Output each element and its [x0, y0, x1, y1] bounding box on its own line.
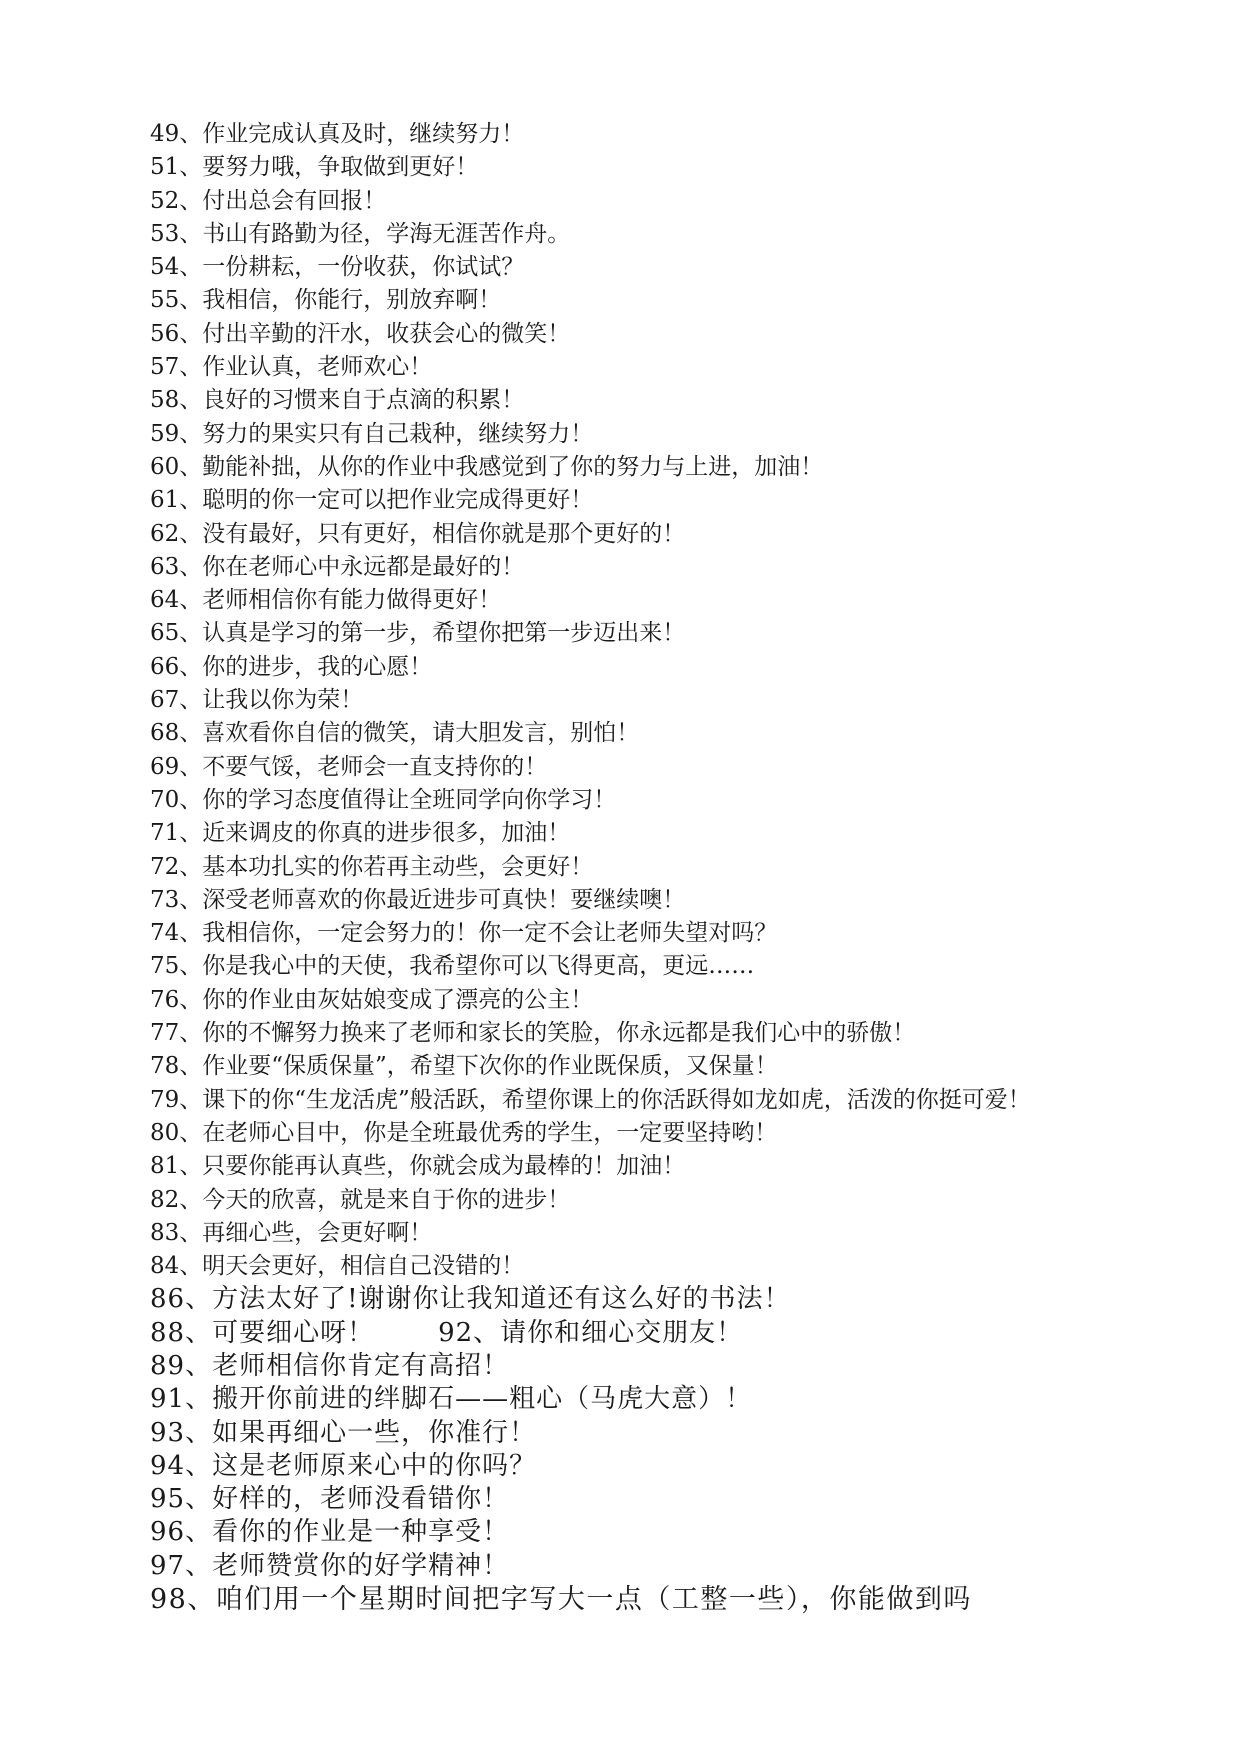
comment-line: 69、不要气馁，老师会一直支持你的！	[150, 753, 548, 780]
comment-88: 88、可要细心呀！	[150, 1317, 375, 1348]
comment-line: 68、喜欢看你自信的微笑，请大胆发言，别怕！	[150, 720, 640, 747]
comment-line: 61、聪明的你一定可以把作业完成得更好！	[150, 487, 594, 514]
comment-line: 95、好样的，老师没看错你！	[150, 1484, 510, 1515]
comment-line: 83、再细心些，会更好啊！	[150, 1219, 433, 1246]
comment-line: 66、你的进步，我的心愿！	[150, 653, 433, 680]
comment-line: 74、我相信你，一定会努力的！你一定不会让老师失望对吗？	[150, 920, 778, 947]
comment-line: 62、没有最好，只有更好，相信你就是那个更好的！	[150, 520, 686, 547]
comment-line: 65、认真是学习的第一步，希望你把第一步迈出来！	[150, 620, 686, 647]
comment-line: 58、良好的习惯来自于点滴的积累！	[150, 387, 525, 414]
comment-line: 64、老师相信你有能力做得更好！	[150, 587, 502, 614]
comment-line: 73、深受老师喜欢的你最近进步可真快！要继续噢！	[150, 886, 686, 913]
comment-line: 59、努力的果实只有自己栽种，继续努力！	[150, 420, 594, 447]
comment-list	[150, 118, 1150, 1616]
comment-line-pair	[150, 1317, 1150, 1350]
comment-line: 56、付出辛勤的汗水，收获会心的微笑！	[150, 320, 571, 347]
comment-line: 86、方法太好了!谢谢你让我知道还有这么好的书法！	[150, 1284, 791, 1315]
comment-line: 55、我相信，你能行，别放弃啊！	[150, 287, 502, 314]
comment-92: 92、请你和细心交朋友！	[438, 1317, 744, 1348]
comment-line: 81、只要你能再认真些，你就会成为最棒的！加油！	[150, 1153, 686, 1180]
comment-line: 76、你的作业由灰姑娘变成了漂亮的公主！	[150, 986, 594, 1013]
comment-line: 75、你是我心中的天使，我希望你可以飞得更高，更远……	[150, 953, 755, 980]
comment-line: 77、你的不懈努力换来了老师和家长的笑脸，你永远都是我们心中的骄傲！	[150, 1020, 916, 1047]
comment-line: 54、一份耕耘，一份收获，你试试？	[150, 254, 525, 281]
comment-line: 96、看你的作业是一种享受！	[150, 1517, 510, 1548]
comment-line: 51、要努力哦，争取做到更好！	[150, 154, 479, 181]
comment-line: 57、作业认真，老师欢心！	[150, 354, 433, 381]
comment-line: 63、你在老师心中永远都是最好的！	[150, 553, 525, 580]
comment-line: 82、今天的欣喜，就是来自于你的进步！	[150, 1186, 571, 1213]
comment-line: 52、付出总会有回报！	[150, 187, 387, 214]
comment-line: 91、搬开你前进的绊脚石——粗心（马虎大意）！	[150, 1384, 753, 1415]
comment-line: 71、近来调皮的你真的进步很多，加油！	[150, 820, 571, 847]
comment-line: 79、课下的你“生龙活虎”般活跃，希望你课上的你活跃得如龙如虎，活泼的你挺可爱！	[150, 1086, 1031, 1113]
comment-line: 67、让我以你为荣！	[150, 687, 364, 714]
comment-line: 80、在老师心目中，你是全班最优秀的学生，一定要坚持哟！	[150, 1119, 778, 1146]
comment-line: 84、明天会更好，相信自己没错的！	[150, 1253, 525, 1280]
comment-line: 78、作业要“保质保量”，希望下次你的作业既保质，又保量！	[150, 1053, 778, 1080]
comment-line: 72、基本功扎实的你若再主动些，会更好！	[150, 853, 594, 880]
comment-line: 98、咱们用一个星期时间把字写大一点（工整一些），你能做到吗	[150, 1584, 972, 1616]
comment-line: 97、老师赞赏你的好学精神！	[150, 1550, 510, 1581]
comment-line: 70、你的学习态度值得让全班同学向你学习！	[150, 786, 617, 813]
comment-line: 53、书山有路勤为径，学海无涯苦作舟。	[150, 220, 571, 247]
comment-line: 89、老师相信你肯定有高招！	[150, 1350, 510, 1381]
comment-line: 60、勤能补拙，从你的作业中我感觉到了你的努力与上进，加油！	[150, 453, 824, 480]
comment-line: 94、这是老师原来心中的你吗？	[150, 1450, 537, 1481]
comment-line: 93、如果再细心一些，你准行！	[150, 1417, 537, 1448]
comment-line: 49、作业完成认真及时，继续努力！	[150, 121, 525, 147]
